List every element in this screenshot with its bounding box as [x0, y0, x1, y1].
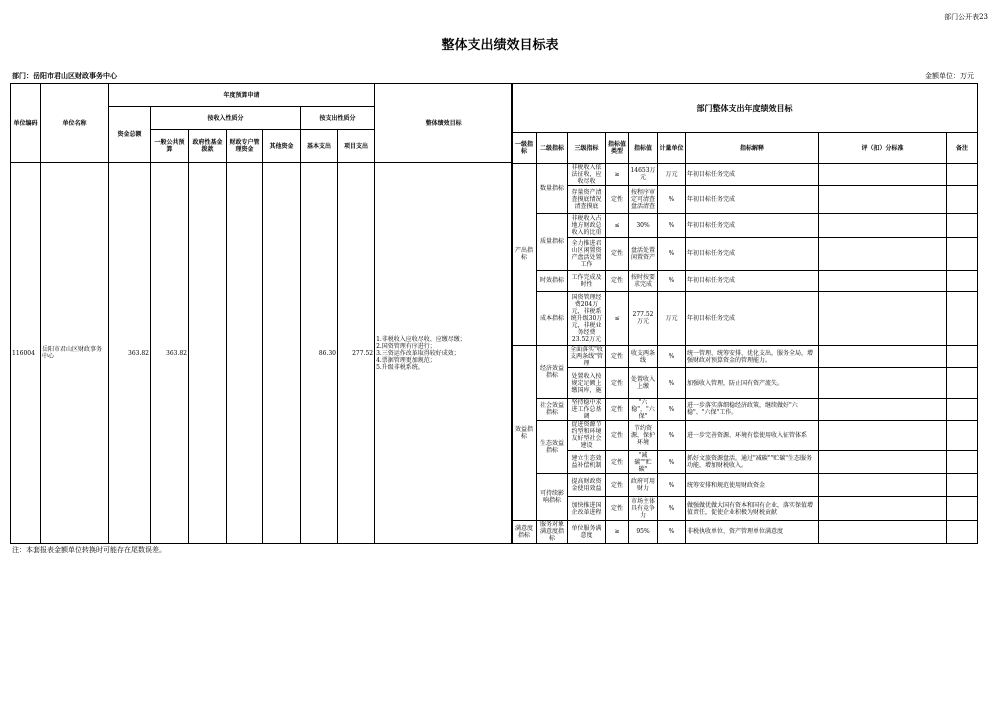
indicator-explain: 非税执收单位、资产管理单位满意度	[686, 520, 819, 543]
indicator-value: 节约资源，保护环境	[629, 420, 658, 450]
indicator-value: 95%	[629, 520, 658, 543]
cell-gov-fund	[189, 163, 227, 544]
indicator-unit: %	[658, 497, 686, 520]
indicator-unit: %	[658, 368, 686, 398]
indicator-l3: 全力推进君山区闲置资产盘活处置工作	[568, 238, 606, 270]
indicator-explain: 进一步完善资源、环境有偿使用收入征管体系	[686, 420, 819, 450]
indicator-standard	[819, 270, 947, 291]
indicator-explain: 年初目标任务完成	[686, 185, 819, 213]
group-timeliness: 时效指标	[537, 270, 568, 291]
indicator-type: 定性	[606, 185, 629, 213]
indicator-standard	[819, 420, 947, 450]
cell-special	[227, 163, 263, 544]
indicator-type: ≥	[606, 520, 629, 543]
indicator-remark	[947, 451, 978, 474]
indicator-explain: 年初目标任务完成	[686, 163, 819, 185]
indicator-standard	[819, 163, 947, 185]
indicator-standard	[819, 368, 947, 398]
group-social: 社会效益指标	[537, 398, 568, 420]
indicator-explain: 加强收入管理，防止国有资产流失。	[686, 368, 819, 398]
cell-unit-code: 116004	[11, 163, 41, 544]
indicator-explain: 统一管理、统筹安排、优化支出，服务全局，增强财政对预算资金的管理能力。	[686, 346, 819, 368]
indicator-unit: %	[658, 270, 686, 291]
indicator-unit: %	[658, 451, 686, 474]
indicator-l3: 处置收入按规定足额上缴国库，施	[568, 368, 606, 398]
cell-general: 363.82	[151, 163, 189, 544]
header-l3: 三级指标	[568, 133, 606, 163]
header-general-budget: 一般公共预算	[151, 130, 189, 163]
indicator-standard	[819, 214, 947, 238]
indicator-value: 市场主体具有竞争力	[629, 497, 658, 520]
indicator-l3: 促进资源节约型和环境友好型社会建设	[568, 420, 606, 450]
indicator-remark	[947, 346, 978, 368]
indicator-remark	[947, 474, 978, 497]
indicator-standard	[819, 474, 947, 497]
indicator-type: 定性	[606, 497, 629, 520]
indicator-standard	[819, 185, 947, 213]
department-label: 部门：岳阳市君山区财政事务中心	[12, 71, 117, 80]
indicator-value: 按时按要求完成	[629, 270, 658, 291]
header-unit: 计量单位	[658, 133, 686, 163]
indicator-remark	[947, 163, 978, 185]
indicator-unit: %	[658, 238, 686, 270]
indicator-unit: %	[658, 420, 686, 450]
header-explain: 指标解释	[686, 133, 819, 163]
indicator-explain: 年初目标任务完成	[686, 214, 819, 238]
indicator-type: 定性	[606, 368, 629, 398]
indicator-l3: 加快推进国企改革进程	[568, 497, 606, 520]
indicator-type: ≤	[606, 214, 629, 238]
indicator-value: 277.52万元	[629, 291, 658, 345]
group-sustainable: 可持续影响指标	[537, 474, 568, 520]
header-special-fund: 财政专户管理资金	[227, 130, 263, 163]
indicator-l3: 建立生态效益补偿机制	[568, 451, 606, 474]
indicator-remark	[947, 238, 978, 270]
indicator-value: "减碳""贮碳"	[629, 451, 658, 474]
indicator-remark	[947, 214, 978, 238]
group-quality: 质量指标	[537, 214, 568, 270]
indicator-standard	[819, 398, 947, 420]
indicator-remark	[947, 497, 978, 520]
header-total: 资金总额	[109, 107, 151, 163]
indicator-explain: 年初目标任务完成	[686, 270, 819, 291]
indicator-l3: 提高财政资金使用效益	[568, 474, 606, 497]
header-unit-code: 单位编码	[11, 84, 41, 163]
cell-project: 277.52	[338, 163, 375, 544]
indicator-value: 按程序审定可清查盘活清查	[629, 185, 658, 213]
indicator-value: 30%	[629, 214, 658, 238]
header-project: 项目支出	[338, 130, 375, 163]
header-remark: 备注	[947, 133, 978, 163]
indicator-type: 定性	[606, 398, 629, 420]
header-standard: 评（扣）分标准	[819, 133, 947, 163]
indicator-unit: %	[658, 398, 686, 420]
indicator-standard	[819, 346, 947, 368]
cell-overall-goal: 1.非税收入应收尽收、应缴尽缴； 2.国资管理有序进行； 3.三资运作改革取得较好成效； 4.票据管理更加规范； 5.升级非税系统。	[375, 163, 513, 544]
indicator-explain: 抓好文旅资源盘活，通过"减碳""贮碳"生态服务功能，增加财税收入。	[686, 451, 819, 474]
indicator-unit: %	[658, 346, 686, 368]
group-cost: 成本指标	[537, 291, 568, 345]
indicator-unit: 万元	[658, 163, 686, 185]
indicator-value: 处置收入上缴	[629, 368, 658, 398]
indicator-standard	[819, 520, 947, 543]
indicator-l3: 国资管理经费204万元，非税系统升级30万元，非税业务经费23.52万元	[568, 291, 606, 345]
indicator-type: 定性	[606, 270, 629, 291]
indicator-type: 定性	[606, 346, 629, 368]
header-overall-goal: 整体绩效目标	[375, 84, 513, 163]
page-title: 整体支出绩效目标表	[441, 38, 559, 53]
indicator-value: "六稳"、"六保"	[629, 398, 658, 420]
indicator-remark	[947, 520, 978, 543]
budget-table	[10, 83, 513, 544]
indicator-unit: %	[658, 214, 686, 238]
indicator-l3: 存量资产清查摸底情况清查摸底	[568, 185, 606, 213]
indicator-l3: 全面落实"收支两条线"管理	[568, 346, 606, 368]
performance-title: 部门整体支出年度绩效目标	[512, 84, 978, 133]
group-service: 服务对象满意度指标	[537, 520, 568, 543]
indicator-standard	[819, 451, 947, 474]
header-l2: 二级指标	[537, 133, 568, 163]
indicator-remark	[947, 291, 978, 345]
indicator-standard	[819, 238, 947, 270]
indicator-remark	[947, 270, 978, 291]
indicator-explain: 年初目标任务完成	[686, 238, 819, 270]
cell-other	[263, 163, 301, 544]
indicator-l3: 工作完成及时性	[568, 270, 606, 291]
header-unit-name: 单位名称	[41, 84, 109, 163]
indicator-remark	[947, 420, 978, 450]
indicator-unit: %	[658, 520, 686, 543]
sheet-number: 部门公开表23	[944, 13, 988, 21]
indicator-remark	[947, 398, 978, 420]
cell-basic: 86.30	[301, 163, 338, 544]
indicator-l3: 单位服务满意度	[568, 520, 606, 543]
header-type: 指标值类型	[606, 133, 629, 163]
indicator-unit: %	[658, 474, 686, 497]
indicator-type: 定性	[606, 238, 629, 270]
indicator-unit: %	[658, 185, 686, 213]
header-l1: 一级指标	[512, 133, 537, 163]
header-basic: 基本支出	[301, 130, 338, 163]
indicator-value: 14653万元	[629, 163, 658, 185]
indicator-explain: 年初目标任务完成	[686, 291, 819, 345]
indicator-standard	[819, 497, 947, 520]
indicator-l3: 非税收入依法征收，应收尽收	[568, 163, 606, 185]
footnote: 注：本套报表金额单位转换时可能存在尾数误差。	[12, 546, 166, 554]
group-output: 产出指标	[512, 163, 537, 346]
header-value: 指标值	[629, 133, 658, 163]
indicator-l3: 非税收入占地方财政总收入的比重	[568, 214, 606, 238]
amount-unit-label: 金额单位：万元	[925, 72, 974, 80]
indicator-explain: 统筹安排和规范使用财政资金	[686, 474, 819, 497]
indicator-value: 收支两条线	[629, 346, 658, 368]
cell-total: 363.82	[109, 163, 151, 544]
indicator-unit: 万元	[658, 291, 686, 345]
indicator-standard	[819, 291, 947, 345]
performance-table	[511, 83, 978, 544]
header-by-source: 按收入性质分	[151, 107, 301, 130]
group-economic: 经济效益指标	[537, 346, 568, 398]
header-annual-budget: 年度预算申请	[109, 84, 375, 107]
indicator-value: 政府可用财力	[629, 474, 658, 497]
indicator-type: ≤	[606, 291, 629, 345]
indicator-remark	[947, 185, 978, 213]
indicator-type: 定性	[606, 474, 629, 497]
header-other-fund: 其他资金	[263, 130, 301, 163]
indicator-type: ≥	[606, 163, 629, 185]
header-by-expense: 按支出性质分	[301, 107, 375, 130]
group-satisfaction: 满意度指标	[512, 520, 537, 543]
indicator-explain: 做强做优做大国有资本和国有企业，落实保值增值责任，促使企业积极为财税贡献	[686, 497, 819, 520]
header-gov-fund: 政府性基金拨款	[189, 130, 227, 163]
group-benefit: 效益指标	[512, 346, 537, 520]
indicator-type: 定性	[606, 451, 629, 474]
cell-unit-name: 岳阳市君山区财政事务中心	[41, 163, 109, 544]
indicator-explain: 进一步落实落细稳经济政策，继续做好"六稳"、"六保"工作。	[686, 398, 819, 420]
indicator-remark	[947, 368, 978, 398]
indicator-l3: 坚持稳中求进工作总基调	[568, 398, 606, 420]
group-ecological: 生态效益指标	[537, 420, 568, 473]
indicator-value: 盘活处置闲置资产	[629, 238, 658, 270]
indicator-type: 定性	[606, 420, 629, 450]
group-quantity: 数量指标	[537, 163, 568, 213]
